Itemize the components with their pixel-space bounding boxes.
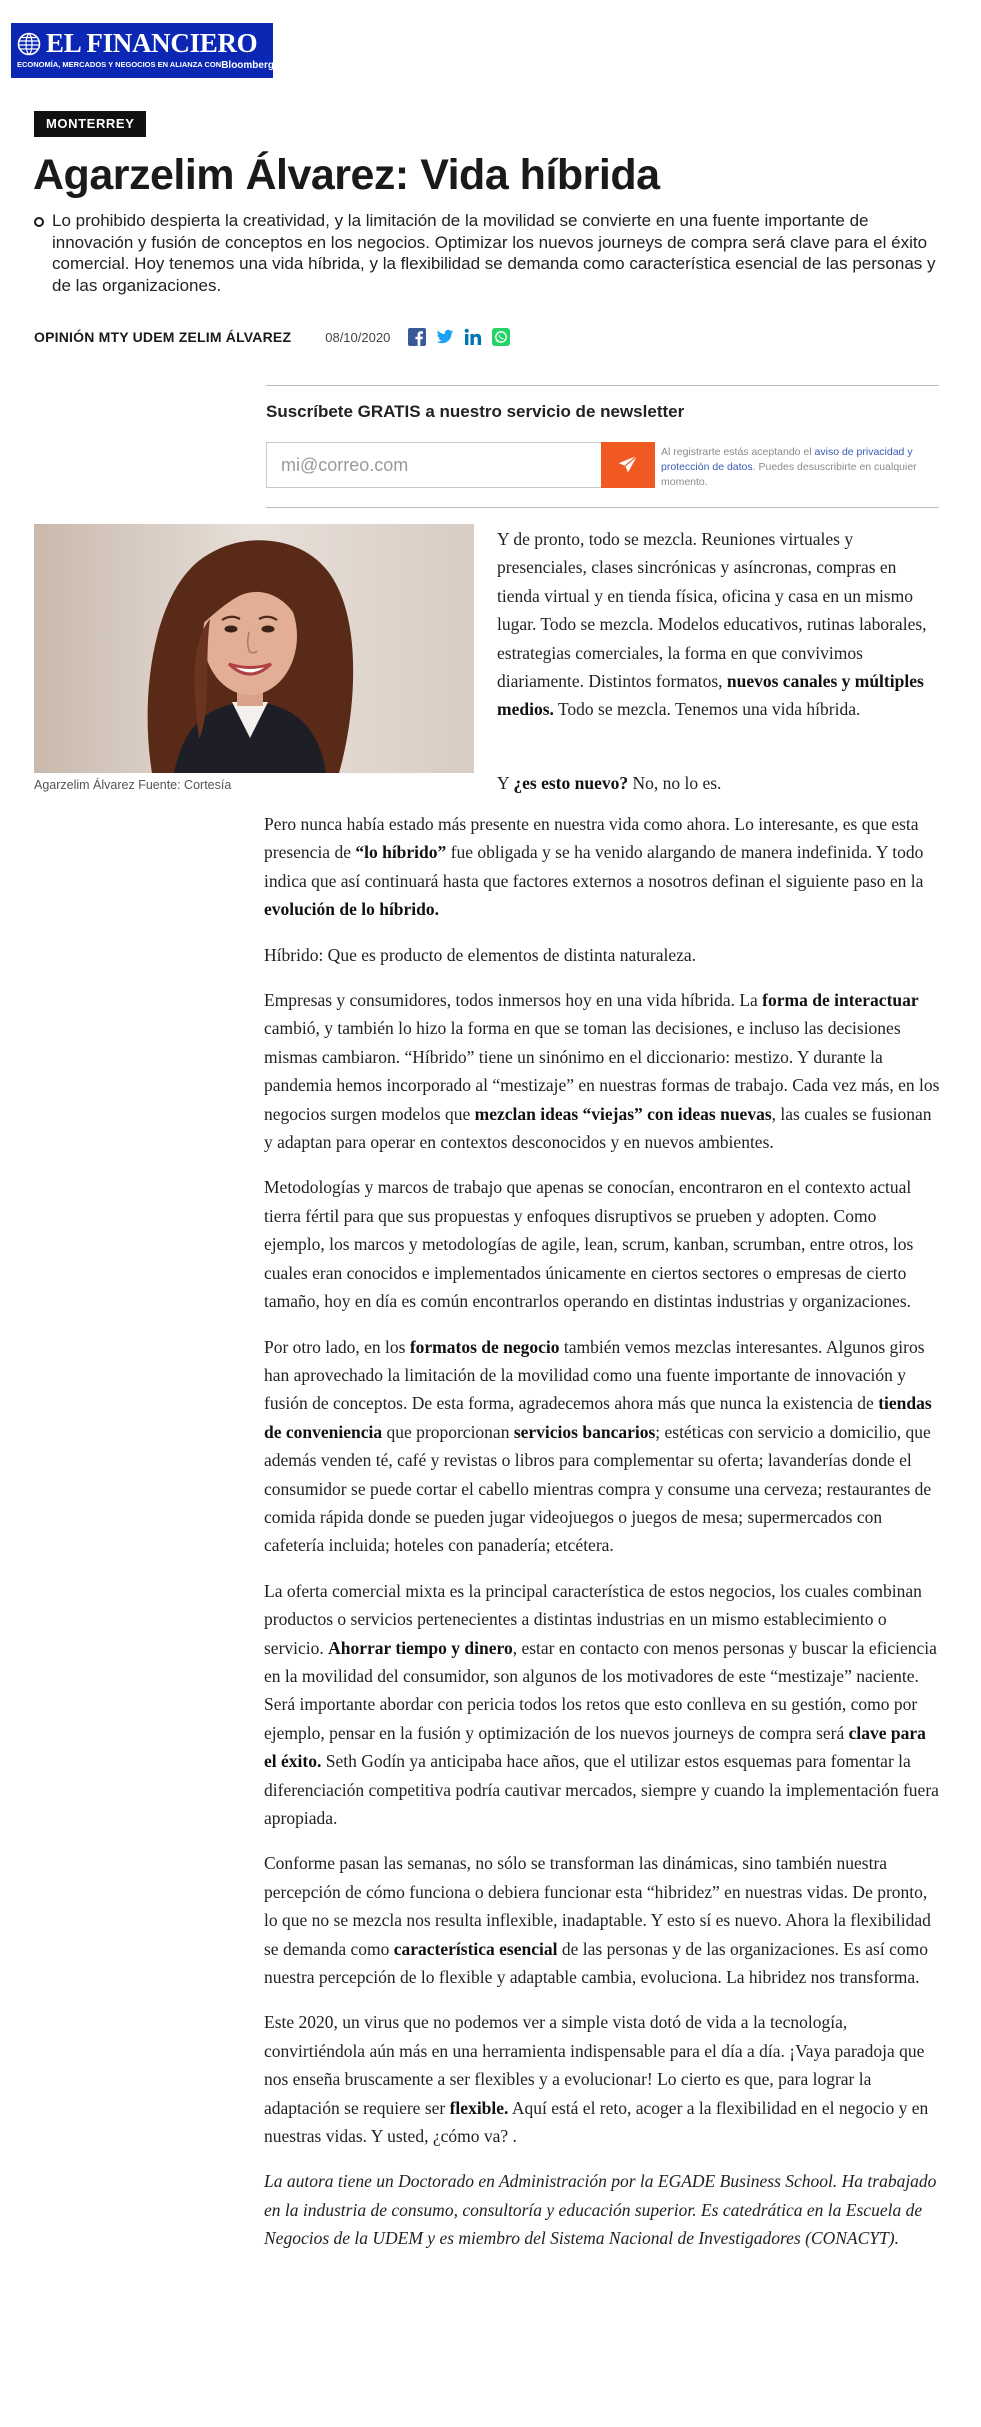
brand-partner: Bloomberg	[221, 60, 274, 71]
byline	[34, 328, 510, 346]
article-body	[264, 810, 940, 2270]
text-run: Seth Godín ya anticipaba hace años, que el utilizar estos esquemas para fomentar la diferenciación competitiva podría cautivar mercados, siempre y cuando la implementación fuera apropiada.	[264, 1751, 939, 1828]
article-paragraph	[264, 810, 940, 924]
send-icon	[617, 454, 639, 476]
newsletter-divider-bottom	[266, 507, 939, 508]
text-emphasis: evolución de lo híbrido.	[264, 899, 440, 920]
globe-icon	[17, 32, 41, 56]
text-run: Aquí está el reto, acoger a la flexibilidad en el negocio y en nuestras vidas. Y usted, ¿cómo va? .	[264, 2097, 929, 2147]
article-paragraph	[264, 1333, 940, 1560]
text-run: Todo se mezcla. Tenemos una vida híbrida.	[557, 699, 861, 720]
brand-tagline: ECONOMÍA, MERCADOS Y NEGOCIOS EN ALIANZA CON	[17, 60, 222, 69]
text-emphasis: mezclan ideas “viejas” con ideas nuevas	[474, 1103, 772, 1124]
text-run: Este 2020, un virus que no podemos ver a simple vista dotó de vida a la tecnología, convirtiéndola aún más en una herramienta indispensable para el día a día. ¡Vaya paradoja que nos enseña bruscamente a ser flexibles y a evolucionar! Lo cierto es que, para lograr la adaptación se requiere ser	[264, 2012, 925, 2118]
whatsapp-icon[interactable]	[492, 328, 510, 346]
text-run: No, no lo es.	[632, 773, 722, 793]
text-run: ; estéticas con servicio a domicilio, que además venden té, café y revistas o libros para complementar su oferta; lavanderías donde el consumidor se puede cortar el cabello mientras compra y consume una cerveza; restaurantes de comida rápida donde se pueden jugar videojuegos o juegos de mesa; supermercados con cafetería incluida; hoteles con panadería; etcétera.	[264, 1421, 932, 1556]
text-emphasis: característica esencial	[393, 1938, 558, 1959]
article-intro-paragraph	[497, 525, 939, 724]
brand-name: EL FINANCIERO	[46, 28, 258, 58]
text-run: Empresas y consumidores, todos inmersos hoy en una vida híbrida. La	[264, 990, 758, 1011]
bullet-icon	[34, 217, 44, 227]
text-emphasis: flexible.	[449, 2097, 509, 2118]
summary-text: Lo prohibido despierta la creatividad, y la limitación de la movilidad se convierte en una fuente importante de innovación y fusión de conceptos en los negocios. Optimizar los nuevos journeys de compra será clave para el éxito comercial. Hoy tenemos una vida híbrida, y la flexibilidad se demanda como característica esencial de las personas y de las organizaciones.	[52, 211, 936, 295]
text-emphasis: tiendas de conveniencia	[264, 1393, 932, 1442]
article-paragraph	[264, 2008, 940, 2150]
article-question-paragraph	[497, 769, 939, 797]
article-summary	[34, 210, 939, 296]
text-run: , las cuales se fusionan y adaptan para operar en contextos desconocidos y en nuevos ambientes.	[264, 1103, 932, 1153]
article-paragraph: Híbrido: Que es producto de elementos de distinta naturaleza.	[264, 944, 697, 965]
text-emphasis: formatos de negocio	[409, 1336, 560, 1357]
text-run: Conforme pasan las semanas, no sólo se transforman las dinámicas, sino también nuestra percepción de cómo funciona o debiera funcionar esta “hibridez” en nuestras vidas. De pronto, lo que no se mezcla nos resulta inflexible, inadaptable. Y esto sí es nuevo. Ahora la flexibilidad se demanda como	[264, 1853, 931, 1959]
text-run: , estar en contacto con menos personas y buscar la eficiencia en la movilidad del consumidor, son algunos de los motivadores de este “mestizaje” naciente. Será importante abordar con pericia todos los retos que esto conlleva en su gestión, como por ejemplo, pensar en la fusión y optimización de los nuevos journeys de compra será	[264, 1637, 937, 1743]
text-run: Y	[497, 773, 509, 793]
text-run: La oferta comercial mixta es la principal característica de estos negocios, los cuales combinan productos o servicios pertenecientes a distintas industrias en un mismo establecimiento o servicio.	[264, 1580, 922, 1658]
newsletter-title: Suscríbete GRATIS a nuestro servicio de newsletter	[266, 402, 685, 421]
newsletter-form	[266, 442, 655, 488]
text-run: Por otro lado, en los	[264, 1336, 406, 1357]
text-run: cambió, y también lo hizo la forma en que se toman las decisiones, e incluso las decisiones mismas cambiaron. “Híbrido” tiene un sinónimo en el diccionario: mestizo. Y durante la pandemia hemos incorporado al “mestizaje” en nuestras formas de trabajo. Cada vez más, en los negocios surgen modelos que	[264, 1018, 940, 1124]
newsletter-email-input[interactable]: mi@correo.com	[266, 442, 601, 488]
legal-text-start: Al registrarte estás aceptando el	[661, 446, 812, 458]
text-run: Pero nunca había estado más presente en nuestra vida como ahora. Lo interesante, es que esta presencia de	[264, 814, 919, 863]
twitter-icon[interactable]	[436, 328, 454, 346]
text-emphasis: forma de interactuar	[762, 990, 919, 1011]
linkedin-icon[interactable]	[464, 328, 482, 346]
legal-text-end: . Puedes desuscribirte en cualquier momento.	[661, 461, 917, 488]
text-emphasis: servicios bancarios	[513, 1421, 656, 1442]
text-run: que proporcionan	[386, 1421, 510, 1442]
text-run: fue obligada y se ha venido alargando de manera indefinida. Y todo indica que así continuará hasta que factores externos a nosotros definan el siguiente paso en la	[264, 842, 924, 891]
text-emphasis: clave para el éxito.	[264, 1722, 926, 1772]
article-paragraph: Metodologías y marcos de trabajo que apenas se conocían, encontraron en el contexto actual tierra fértil para que sus propuestas y enfoques disruptivos se prueben y adopten. Como ejemplo, los marcos y metodologías de agile, lean, scrum, kanban, scrumban, entre otros, los cuales eran conocidos e implementados únicamente en ciertos sectores o empresas de cierto tamaño, hoy en día es común encontrarlos operando en distintas industrias y organizaciones.	[264, 1177, 914, 1312]
newsletter-submit-button[interactable]	[601, 442, 655, 488]
text-emphasis: ¿es esto nuevo?	[513, 773, 629, 793]
author-name[interactable]: OPINIÓN MTY UDEM ZELIM ÁLVAREZ	[34, 329, 292, 345]
site-logo[interactable]	[11, 23, 273, 78]
article-title: Agarzelim Álvarez: Vida híbrida	[33, 151, 660, 199]
facebook-icon[interactable]	[408, 328, 426, 346]
text-run: Y de pronto, todo se mezcla. Reuniones virtuales y presenciales, clases sincrónicas y asíncronas, compras en tienda virtual y en tienda física, oficina y casa en un mismo lugar. Todo se mezcla. Modelos educativos, rutinas laborales, estrategias comerciales, la forma en que convivimos diariamente. Distintos formatos,	[497, 529, 927, 692]
text-emphasis: nuevos canales y múltiples medios.	[497, 671, 924, 720]
text-run: también vemos mezclas interesantes. Algunos giros han aprovechado la limitación de la movilidad como una fuente importante de innovación y fusión de conceptos. De esta forma, agradecemos ahora más que nunca la existencia de	[264, 1336, 925, 1414]
author-bio: La autora tiene un Doctorado en Administración por la EGADE Business School. Ha trabajado en la industria de consumo, consultoría y educación superior. Es catedrática en la Escuela de Negocios de la UDEM y es miembro del Sistema Nacional de Investigadores (CONACYT).	[264, 2171, 937, 2249]
publish-date: 08/10/2020	[325, 329, 391, 345]
share-bar	[408, 328, 510, 346]
section-tag[interactable]: MONTERREY	[34, 111, 146, 137]
author-photo	[34, 524, 474, 773]
article-paragraph	[264, 1577, 940, 1833]
newsletter-divider-top	[266, 385, 939, 386]
photo-caption: Agarzelim Álvarez Fuente: Cortesía	[34, 778, 232, 792]
privacy-link[interactable]: aviso de privacidad y protección de datos	[661, 446, 913, 473]
newsletter-legal	[661, 445, 921, 490]
text-emphasis: Ahorrar tiempo y dinero	[328, 1637, 513, 1658]
article-paragraph	[264, 1849, 940, 1991]
text-run: de las personas y de las organizaciones. Es así como nuestra percepción de lo flexible y adaptable cambia, evoluciona. La hibridez nos transforma.	[264, 1938, 928, 1988]
text-emphasis: “lo híbrido”	[355, 842, 447, 863]
article-paragraph	[264, 986, 940, 1156]
